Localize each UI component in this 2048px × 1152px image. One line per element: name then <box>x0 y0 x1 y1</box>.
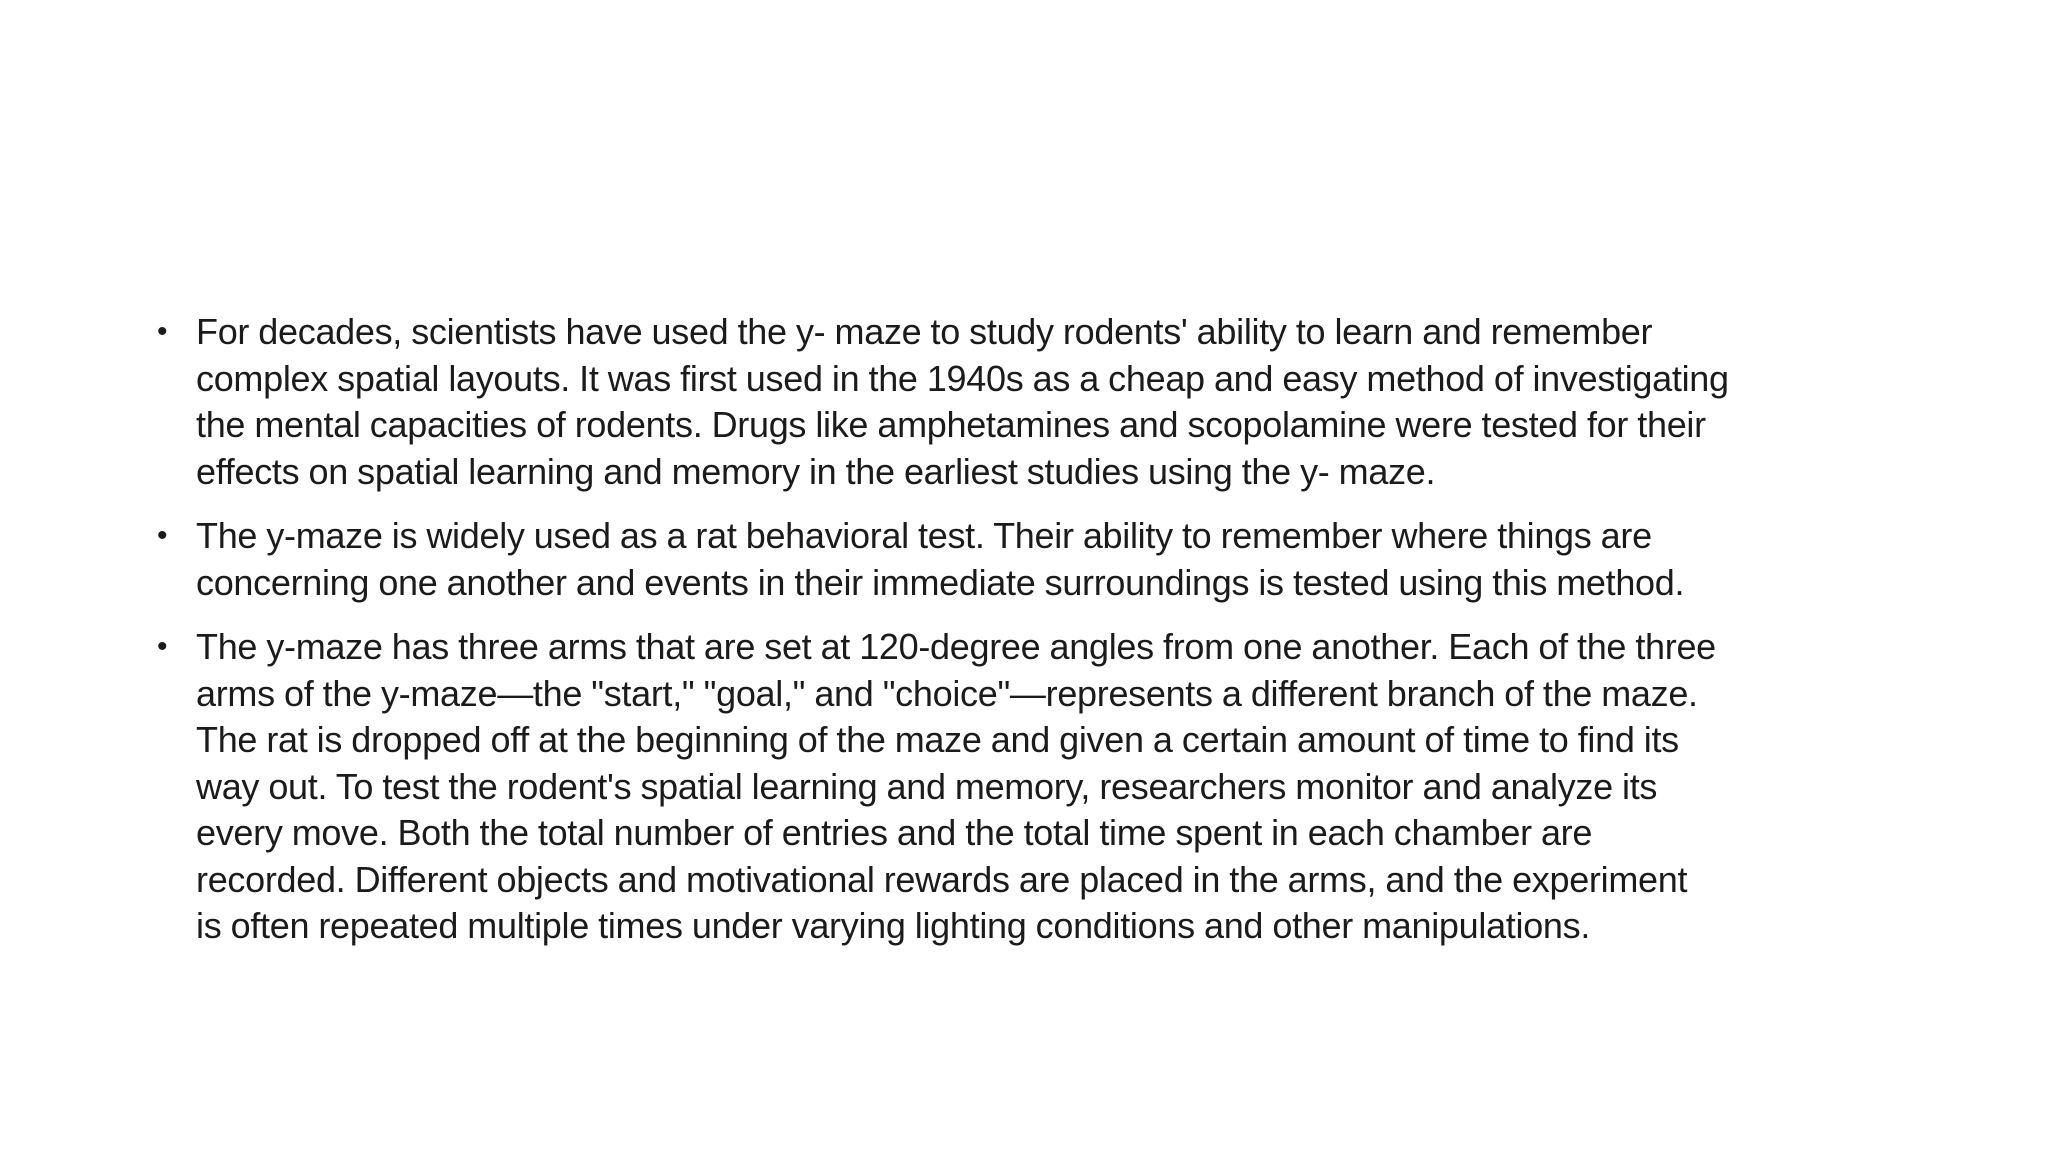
bullet-text-line: the mental capacities of rodents. Drugs like amphetamines and scopolamine were tested for their <box>196 404 1706 445</box>
bullet-text-line: effects on spatial learning and memory in the earliest studies using the y- maze. <box>196 450 1436 492</box>
bullet-icon: • <box>157 630 168 663</box>
bullet-item <box>145 624 1925 950</box>
bullet-list <box>145 309 1925 968</box>
bullet-text-line: complex spatial layouts. It was first used in the 1940s as a cheap and easy method of investigating <box>196 357 1729 399</box>
bullet-text-line: For decades, scientists have used the y- maze to study rodents' ability to learn and remember <box>196 311 1653 352</box>
bullet-icon: • <box>157 315 168 348</box>
bullet-item <box>145 513 1925 606</box>
bullet-item <box>145 309 1925 495</box>
bullet-text-line: The y-maze is widely used as a rat behavioral test. Their ability to remember where things are <box>196 515 1652 556</box>
bullet-text-line: The rat is dropped off at the beginning of the maze and given a certain amount of time to find its <box>196 719 1679 760</box>
bullet-text-line: The y-maze has three arms that are set at 120-degree angles from one another. Each of the three <box>196 626 1716 667</box>
bullet-text-line: every move. Both the total number of entries and the total time spent in each chamber are <box>196 812 1593 853</box>
bullet-text-line: concerning one another and events in their immediate surroundings is tested using this method. <box>196 561 1685 603</box>
bullet-icon: • <box>157 519 168 552</box>
bullet-text-line: way out. To test the rodent's spatial learning and memory, researchers monitor and analyze its <box>196 765 1658 807</box>
bullet-text-line: arms of the y-maze—the "start," "goal," and "choice"—represents a different branch of the maze. <box>196 672 1698 714</box>
bullet-text-line: recorded. Different objects and motivational rewards are placed in the arms, and the experiment <box>196 858 1688 900</box>
bullet-text-line: is often repeated multiple times under varying lighting conditions and other manipulations. <box>196 905 1591 946</box>
